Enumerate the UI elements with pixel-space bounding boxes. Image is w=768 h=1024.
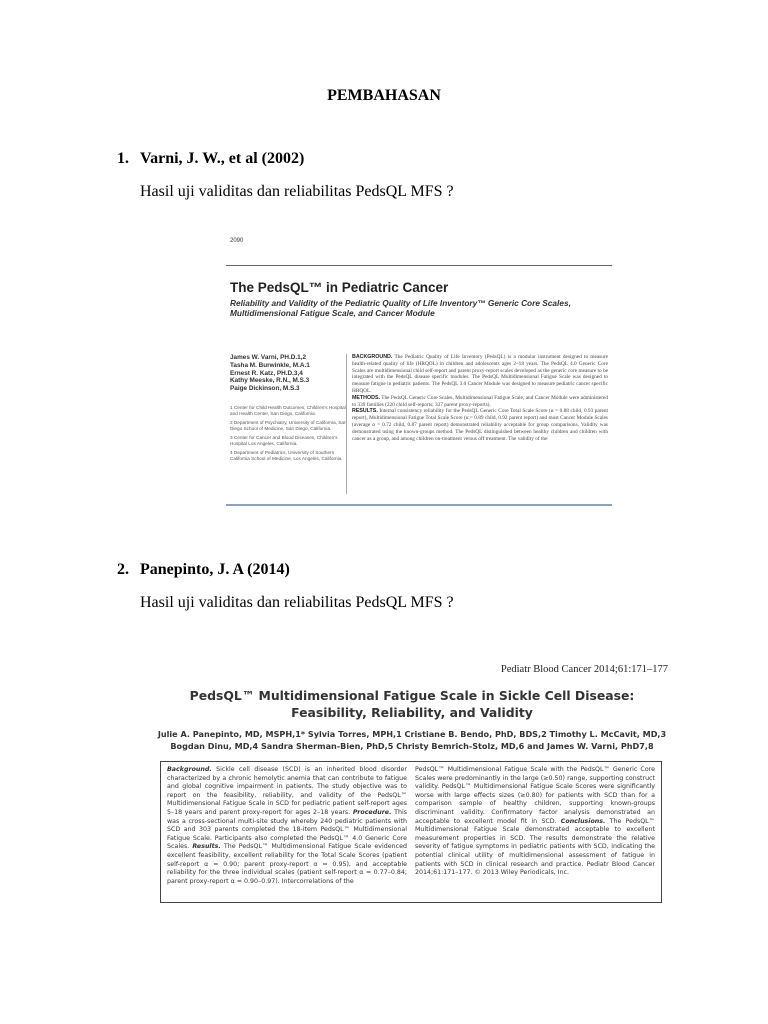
author: Paige Dickinson, M.S.3 [230,385,300,393]
article-1-bottom-rule [226,504,612,506]
article-1-abstract [352,354,608,504]
abstract-label: Procedure. [352,808,392,816]
item-2-question: Hasil uji validitas dan reliabilitas PedsQL MFS ? [140,594,454,611]
item-2-title: Panepinto, J. A (2014) [140,561,290,578]
abstract-label: METHODS. [352,394,380,401]
abstract-text: PedsQL™ Multidimensional Fatigue Scale with the PedsQL™ Generic Core Scales were predominantly in the large (≥0.50) range, supporting construct validity. PedsQL™ Multidimensional Fatigue Scale Scores were significantly worse with large effects sizes (≥0.80) for patients with SCD than for a comparison sample of healthy children, supporting known-groups discriminant validity. Confirmatory factor analysis demonstrated an acceptable to excellent model fit in SCD. [415,766,655,825]
article-1-column-divider [346,354,347,494]
abstract-text: The Pediatric Quality of Life Inventory (PedsQL) is a modular instrument designed to measure health-related quality of life (HRQOL) in children and adolescents ages 2–18 years. The PedsQL 4.0 Generic Core Scales are multidimensional child self-report and parent proxy-report scales developed as the generic core measure to be integrated with the PedsQL disease specific modules. The PedsQL Multidimensional Fatigue Scale was designed to measure fatigue in pediatric patients. The PedsQL 3.0 Cancer Module was designed to measure pediatric cancer specific HRQOL. [352,354,608,394]
abstract-text: The PedsQL™ Multidimensional Fatigue Scale evidenced excellent feasibility, excellent reliability for the Total Scale Scores (patient self-report α = 0.90; parent proxy-report α = 0.95), and acceptable reliability for the three individual scales (patient self-report α = 0.77–0.84; parent proxy-report α = 0.90–0.97). Intercorrelations of the [167,843,407,885]
item-1-question: Hasil uji validitas dan reliabilitas PedsQL MFS ? [140,183,454,200]
affiliation: 1 Center for Child Health Outcomes, Children's Hospital and Health Center, San Diego, California. [230,405,346,416]
article-2-authors-line-2: Bogdan Dinu, MD,4 Sandra Sherman-Bien, PhD,5 Christy Bemrich-Stolz, MD,6 and James W. Varni, PhD7,8 [170,741,654,751]
page-heading: PEMBAHASAN [327,87,441,104]
article-2-title-line-2: Feasibility, Reliability, and Validity [291,705,533,720]
item-1-number: 1. [117,150,129,167]
abstract-label: RESULTS. [352,408,378,415]
article-2-journal-citation: Pediatr Blood Cancer 2014;61:171–177 [500,664,668,675]
author: James W. Varni, PH.D.1,2 [230,354,307,361]
article-2-abstract-box [160,761,662,903]
article-2-abstract-right-column [415,766,655,900]
author: Tasha M. Burwinkle, M.A.1 [230,361,310,369]
affiliation: 2 Department of Psychiatry, University of California, San Diego School of Medicine, San Diego, California. [230,420,347,431]
author: Ernest R. Katz, PH.D.3,4 [230,369,303,377]
abstract-text: Internal consistency reliability for the PedsQL Generic Core Total Scale Score (α = 0.88 child, 0.93 parent report), Multidimensional Fatigue Total Scale Score (α = 0.89 child, 0.92 parent report) and most Cancer Module Scales (average α = 0.72 child, 0.87 parent report) demonstrated reliability acceptable for group comparisons. Validity was demonstrated using the known-groups method. The PedsQL distinguished between healthy children and children with cancer as a group, and among children on-treatment versus off treatment. The validity of the [352,408,608,442]
article-1-subtitle: Reliability and Validity of the Pediatric Quality of Life Inventory™ Generic Core Scales, Multidimensional Fatigue Scale, and Cancer Module [230,298,571,318]
article-2-title-line-1: PedsQL™ Multidimensional Fatigue Scale in Sickle Cell Disease: [189,688,635,703]
abstract-text: The PedsQL Generic Core Scales, Multidimensional Fatigue Scale, and Cancer Module were administered to 339 families (220 child self-reports; 337 parent proxy-reports). [352,394,608,408]
article-1-authors [230,354,350,393]
affiliation: 3 Center for Cancer and Blood Diseases, Children's Hospital Los Angeles, California. [230,435,338,446]
abstract-label: Conclusions. [560,817,606,825]
article-1-page-number: 2090 [230,238,244,244]
article-2-authors-line-1: Julie A. Panepinto, MD, MSPH,1* Sylvia Torres, MPH,1 Cristiane B. Bendo, PhD, BDS,2 Timothy L. McCavit, MD,3 [157,729,667,739]
article-2-title [156,687,668,721]
abstract-label: Background. [167,766,212,773]
article-1-top-rule [226,265,612,266]
item-1-title: Varni, J. W., et al (2002) [140,150,305,167]
article-2-abstract-left-column [167,766,407,900]
abstract-label: Results. [192,843,221,851]
abstract-text: The PedsQL™ Multidimensional Fatigue Scale demonstrated acceptable to excellent measurement properties in SCD. The results demonstrate the relative severity of fatigue symptoms in pediatric patients with SCD, indicating the potential clinical utility of multidimensional assessment of fatigue in patients with SCD in clinical research and practice. Pediatr Blood Cancer 2014;61:171–177. © 2013 Wiley Periodicals, Inc. [415,817,655,877]
affiliation: 4 Department of Pediatrics, University of Southern California School of Medicine, Los Angeles, California. [230,450,343,461]
author: Kathy Meeske, R.N., M.S.3 [230,377,310,385]
item-2-number: 2. [117,561,129,578]
article-2-clipping [156,659,668,906]
article-1-title: The PedsQL™ in Pediatric Cancer [230,280,449,295]
abstract-text: Sickle cell disease (SCD) is an inherited blood disorder characterized by a chronic hemolytic anemia that can contribute to fatigue and global cognitive impairment in patients. The study objective was to report on the feasibility, reliability, and validity of the PedsQL™ Multidimensional Fatigue Scale in SCD for pediatric patient self-report ages 5–18 years and parent proxy-report for ages 2–18 years. [167,766,407,816]
article-1-affiliations [230,405,348,465]
abstract-text: This was a cross-sectional multi-site study whereby 240 pediatric patients with SCD and 303 parents completed the 18-item PedsQL™ Multidimensional Fatigue Scale. Participants also completed the PedsQL™ 4.0 Generic Core Scales. [167,808,407,851]
abstract-label: BACKGROUND. [352,354,393,360]
article-1-clipping [226,234,612,510]
article-2-authors [156,728,668,752]
